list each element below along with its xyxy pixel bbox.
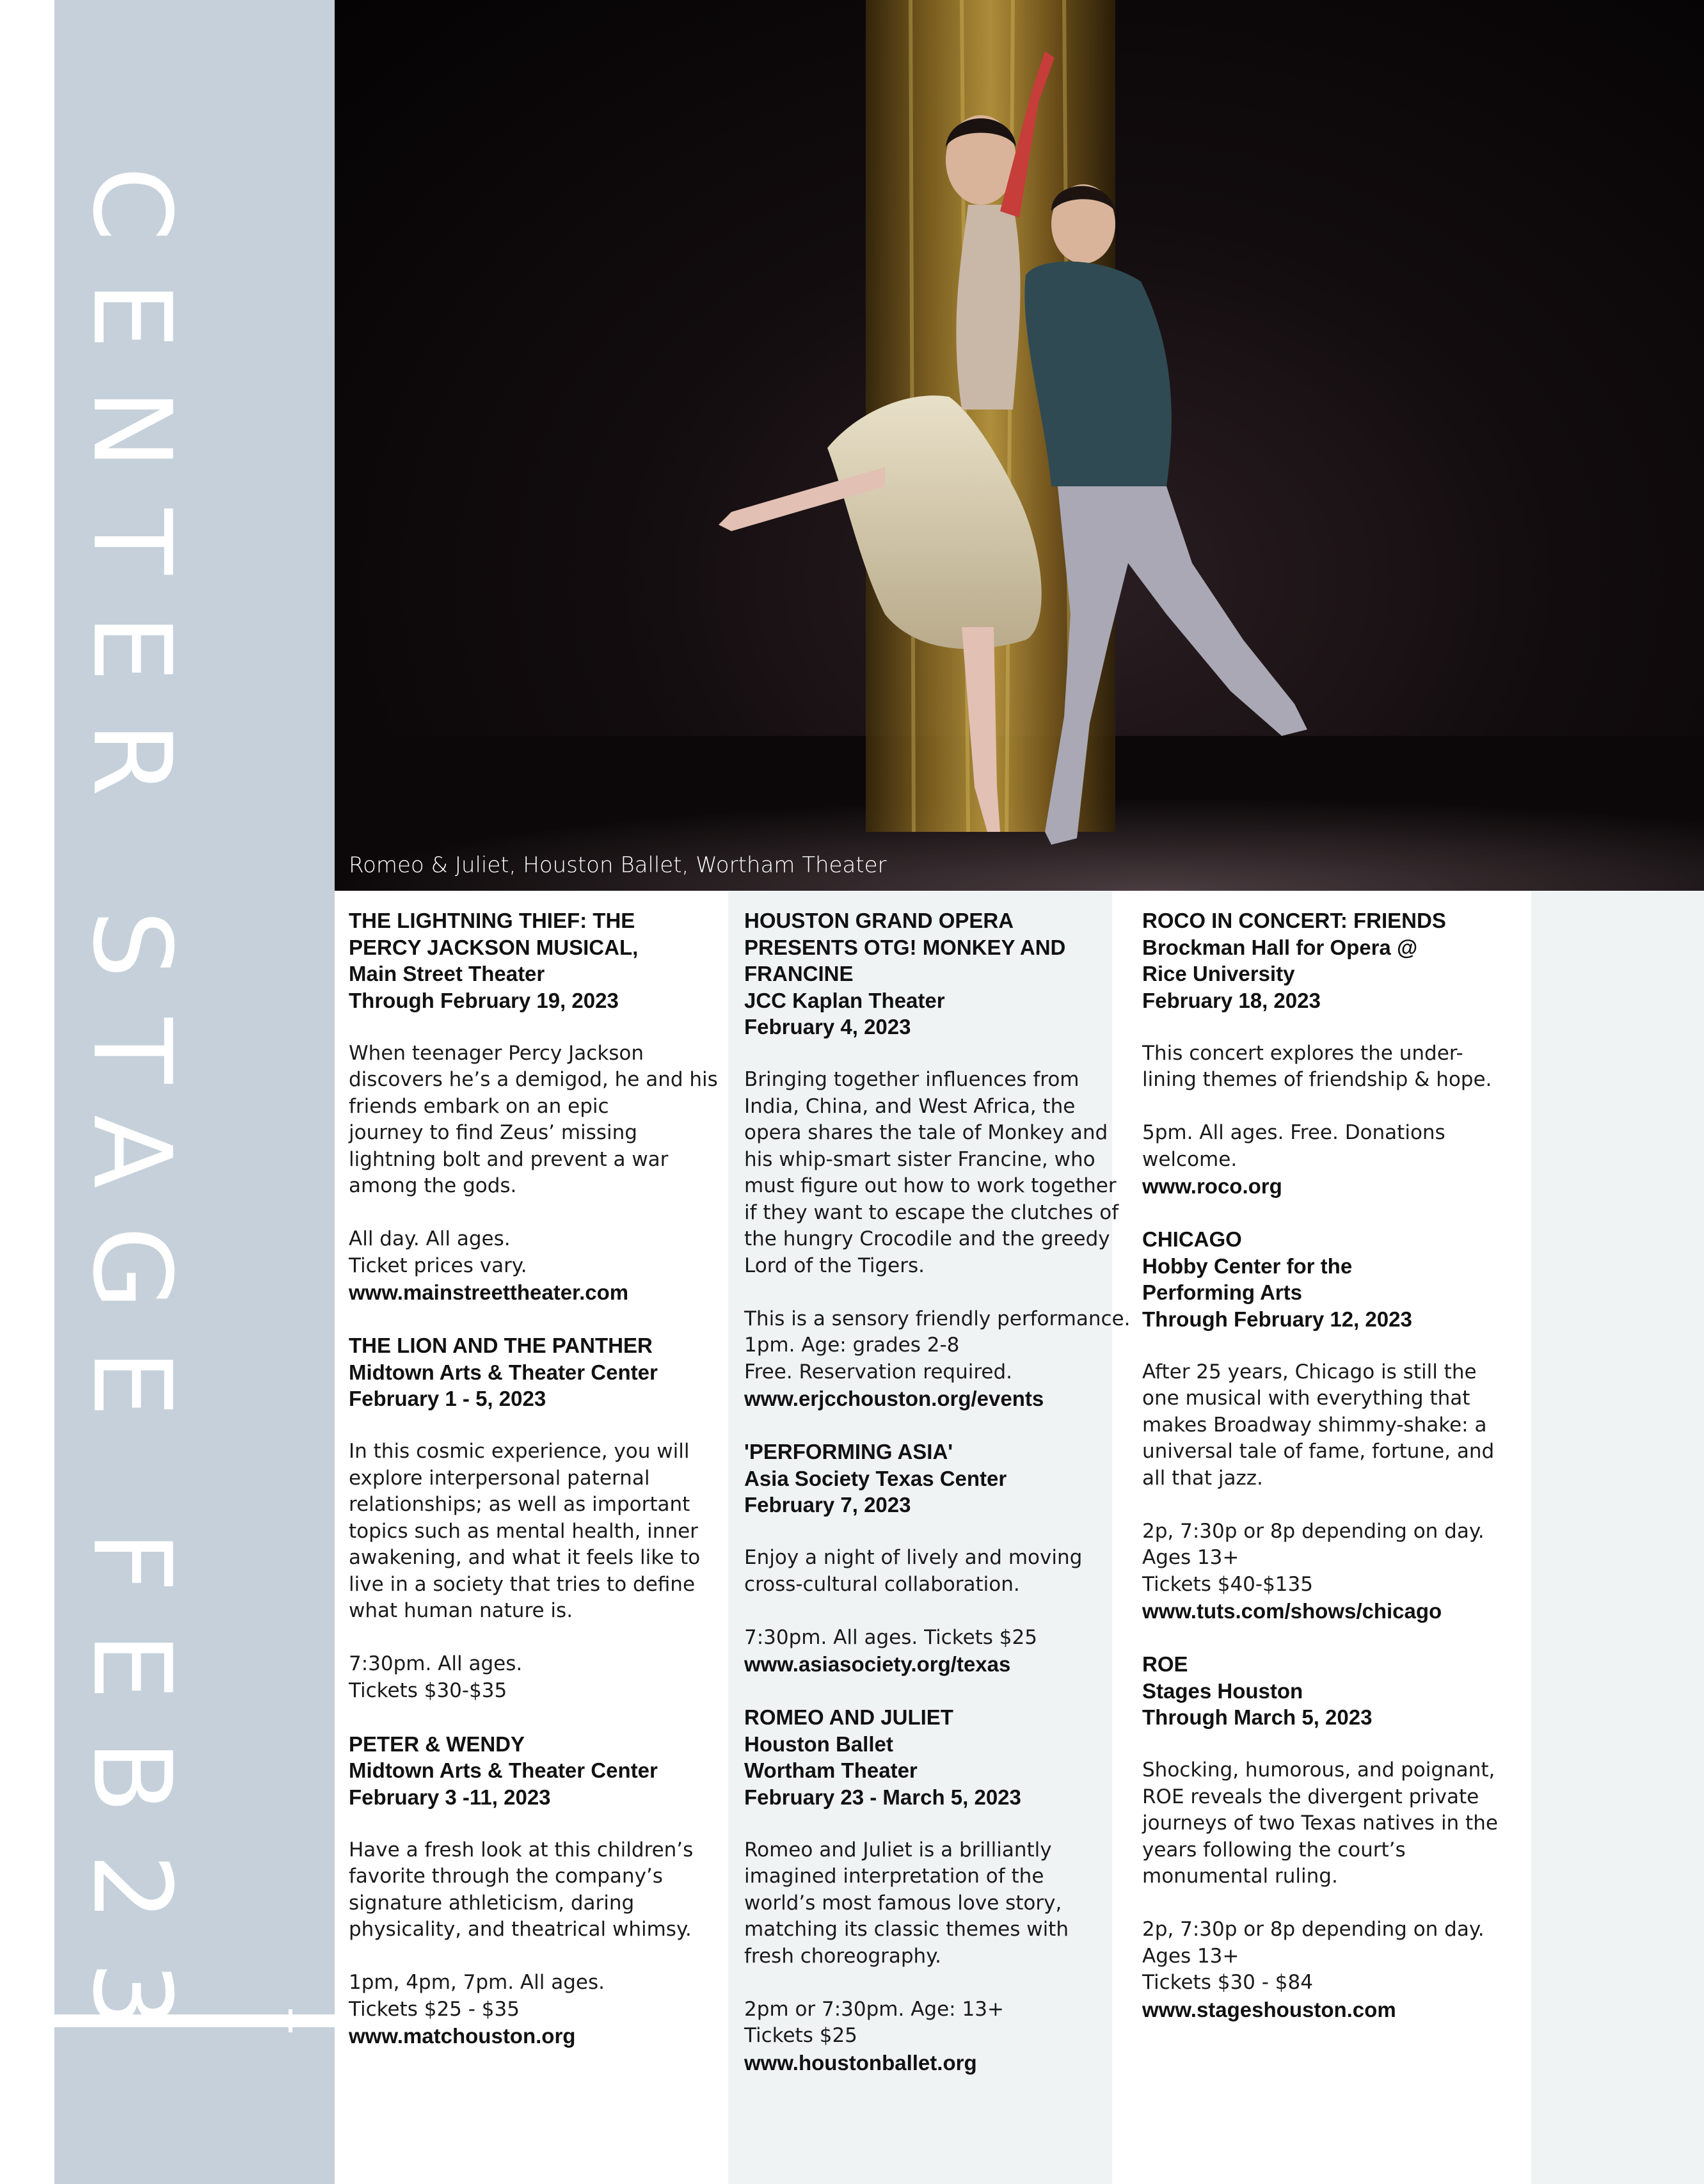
event-details-line: All day. All ages. [349, 1227, 511, 1250]
event-description-line: cross-cultural collaboration. [744, 1572, 1020, 1596]
event-details [349, 1970, 720, 2023]
event-description-line: ROE reveals the divergent private [1142, 1785, 1479, 1808]
event-description-line: journeys of two Texas natives in the [1142, 1812, 1498, 1835]
event-venue-line: Performing Arts [1142, 1280, 1302, 1304]
event-description [1142, 1040, 1513, 1094]
event-venue-line: Asia Society Texas Center [744, 1466, 1007, 1490]
event-description-line: makes Broadway shimmy-shake: a [1142, 1413, 1487, 1437]
event-description-line: Shocking, humorous, and poignant, [1142, 1758, 1495, 1781]
event-details-line: 1pm, 4pm, 7pm. All ages. [349, 1971, 605, 1994]
event-venue [1142, 1678, 1513, 1705]
events-column-1 [349, 907, 720, 2076]
event-details-line: Ages 13+ [1142, 1944, 1239, 1968]
event-listing [1142, 907, 1513, 1200]
event-description-line: live in a society that tries to define [349, 1572, 696, 1596]
event-description-line: favorite through the company’s [349, 1865, 663, 1888]
event-title [349, 1731, 720, 1758]
event-description-line: universal tale of fame, fortune, and [1142, 1440, 1495, 1463]
event-date-line: February 7, 2023 [744, 1493, 911, 1517]
event-details [349, 1651, 720, 1704]
event-venue-line: Stages Houston [1142, 1678, 1303, 1703]
event-title-line: PERCY JACKSON MUSICAL, [349, 935, 639, 959]
event-venue [349, 1359, 720, 1386]
event-description-line: When teenager Percy Jackson [349, 1041, 644, 1065]
event-description-line: years following the court’s [1142, 1838, 1406, 1861]
event-date-line: Through March 5, 2023 [1142, 1705, 1373, 1729]
event-title [1142, 1651, 1513, 1678]
event-description [1142, 1359, 1513, 1492]
event-date [1142, 1306, 1513, 1333]
event-details [1142, 1518, 1513, 1598]
event-venue [744, 1465, 1115, 1492]
event-date-line: February 23 - March 5, 2023 [744, 1785, 1021, 1809]
event-title [744, 1704, 1115, 1731]
ballet-photo [335, 0, 1704, 891]
event-description-line: After 25 years, Chicago is still the [1142, 1360, 1477, 1383]
event-details-line: Tickets $40-$135 [1142, 1572, 1313, 1596]
event-website-link[interactable]: www.matchouston.org [349, 2024, 576, 2048]
event-title [349, 1332, 720, 1359]
event-description [744, 1545, 1115, 1598]
event-details [1142, 1120, 1513, 1173]
event-venue-line: Brockman Hall for Opera @ [1142, 935, 1418, 959]
event-listing [349, 1731, 720, 2050]
event-date-line: February 4, 2023 [744, 1015, 911, 1039]
event-venue [744, 1731, 1115, 1784]
event-description-line: monumental ruling. [1142, 1865, 1338, 1888]
event-title-line: ROCO IN CONCERT: FRIENDS [1142, 909, 1446, 932]
event-description-line: one musical with everything that [1142, 1387, 1470, 1410]
event-description-line: if they want to escape the clutches of [744, 1200, 1119, 1224]
event-website-link[interactable]: www.tuts.com/shows/chicago [1142, 1599, 1442, 1623]
event-website-link[interactable]: www.mainstreettheater.com [349, 1280, 629, 1304]
event-date-line: February 3 -11, 2023 [349, 1785, 551, 1809]
event-description-line: matching its classic themes with [744, 1918, 1069, 1941]
event-title [1142, 1226, 1513, 1253]
event-title-line: FRANCINE [744, 962, 854, 985]
event-venue-line: Rice University [1142, 962, 1295, 985]
event-description-line: India, China, and West Africa, the [744, 1094, 1076, 1118]
event-description-line: signature athleticism, daring [349, 1891, 635, 1915]
event-details [349, 1226, 720, 1279]
event-description-line: world’s most famous love story, [744, 1891, 1062, 1915]
event-description-line: fresh choreography. [744, 1944, 941, 1968]
event-date-line: Through February 12, 2023 [1142, 1307, 1412, 1331]
event-details-line: 7:30pm. All ages. Tickets $25 [744, 1625, 1037, 1649]
event-description-line: physicality, and theatrical whimsy. [349, 1918, 692, 1941]
event-details-line: Free. Reservation required. [744, 1360, 1012, 1383]
event-venue-line: Midtown Arts & Theater Center [349, 1360, 658, 1384]
event-description [349, 1439, 720, 1625]
event-date [349, 987, 720, 1014]
event-venue-line: Wortham Theater [744, 1758, 918, 1782]
event-description-line: opera shares the tale of Monkey and [744, 1121, 1108, 1144]
event-venue [1142, 1253, 1513, 1306]
event-details [744, 1625, 1115, 1652]
event-description-line: Lord of the Tigers. [744, 1254, 925, 1277]
event-date [744, 1492, 1115, 1518]
event-venue [349, 960, 720, 987]
photo-caption: Romeo & Juliet, Houston Ballet, Wortham Theater [349, 852, 887, 878]
event-website-link[interactable]: www.asiasociety.org/texas [744, 1652, 1011, 1676]
event-details-line: 2p, 7:30p or 8p depending on day. [1142, 1918, 1485, 1941]
event-listing [1142, 1651, 1513, 2023]
event-description [744, 1067, 1119, 1279]
events-column-3 [1142, 907, 1513, 2050]
event-title-line: CHICAGO [1142, 1227, 1242, 1251]
event-description [349, 1040, 720, 1200]
event-details-line: Tickets $25 - $35 [349, 1997, 520, 2021]
event-details [744, 1997, 1115, 2050]
event-description-line: journey to find Zeus’ missing [349, 1121, 637, 1144]
event-date [1142, 987, 1513, 1014]
event-title-line: THE LION AND THE PANTHER [349, 1334, 653, 1357]
event-date [1142, 1704, 1513, 1731]
event-details-line: 2pm or 7:30pm. Age: 13+ [744, 1997, 1004, 2021]
event-description-line: imagined interpretation of the [744, 1865, 1044, 1888]
event-listing [1142, 1226, 1513, 1625]
event-title-line: PETER & WENDY [349, 1732, 525, 1756]
event-listing [349, 1332, 720, 1704]
event-title [744, 1439, 1115, 1465]
event-date-line: February 18, 2023 [1142, 988, 1321, 1012]
event-venue-line: Midtown Arts & Theater Center [349, 1758, 658, 1782]
event-details-line: 2p, 7:30p or 8p depending on day. [1142, 1519, 1485, 1543]
event-description-line: must figure out how to work together [744, 1174, 1117, 1197]
event-details-line: Tickets $25 [744, 2024, 857, 2047]
event-venue-line: Main Street Theater [349, 962, 545, 985]
event-listing [744, 1439, 1115, 1678]
event-title-line: ROMEO AND JULIET [744, 1705, 953, 1729]
event-description-line: friends embark on an epic [349, 1094, 609, 1118]
event-description-line: This concert explores the under- [1142, 1041, 1463, 1065]
events-column-2 [744, 907, 1131, 2103]
event-details-line: Tickets $30-$35 [349, 1678, 507, 1702]
event-date [744, 1784, 1115, 1811]
event-description-line: discovers he’s a demigod, he and his [349, 1068, 718, 1091]
event-details-line: Ticket prices vary. [349, 1254, 527, 1277]
event-title-line: HOUSTON GRAND OPERA [744, 909, 1014, 932]
event-listing [744, 907, 1131, 1412]
event-date-line: February 1 - 5, 2023 [349, 1387, 546, 1410]
event-title-line: THE LIGHTNING THIEF: THE [349, 909, 635, 932]
event-details [744, 1306, 1131, 1386]
event-title [744, 907, 1115, 987]
event-title-line: 'PERFORMING ASIA' [744, 1440, 953, 1463]
sidebar-divider-notch [289, 2009, 292, 2032]
event-description-line: all that jazz. [1142, 1466, 1263, 1490]
event-date [349, 1385, 720, 1412]
event-website-link[interactable]: www.erjcchouston.org/events [744, 1387, 1044, 1410]
event-venue-line: Hobby Center for the [1142, 1254, 1353, 1278]
event-venue-line: JCC Kaplan Theater [744, 988, 945, 1012]
event-date [744, 1014, 1115, 1040]
event-description-line: among the gods. [349, 1174, 517, 1197]
event-title-line: PRESENTS OTG! MONKEY AND [744, 935, 1066, 959]
event-website-link[interactable]: www.houstonballet.org [744, 2050, 977, 2075]
event-website-link[interactable]: www.roco.org [1142, 1174, 1282, 1198]
event-website-link[interactable]: www.stageshouston.com [1142, 1997, 1396, 2021]
event-listing [744, 1704, 1115, 2076]
event-date-line: Through February 19, 2023 [349, 988, 619, 1012]
event-description [1142, 1757, 1513, 1890]
event-description-line: Enjoy a night of lively and moving [744, 1546, 1083, 1569]
event-description-line: explore interpersonal paternal [349, 1466, 650, 1490]
event-description-line: lightning bolt and prevent a war [349, 1147, 669, 1171]
section-title: CENTER STAGE FEB23 [69, 166, 195, 2069]
event-venue [1142, 934, 1513, 987]
event-venue-line: Houston Ballet [744, 1732, 893, 1756]
event-description-line: what human nature is. [349, 1599, 573, 1622]
event-title [349, 907, 720, 960]
right-margin-background [1531, 891, 1704, 2184]
event-description-line: awakening, and what it feels like to [349, 1546, 701, 1569]
event-description-line: Have a fresh look at this children’s [349, 1838, 694, 1861]
event-description-line: In this cosmic experience, you will [349, 1440, 690, 1463]
event-venue [744, 987, 1115, 1014]
event-description-line: Romeo and Juliet is a brilliantly [744, 1838, 1052, 1861]
event-title-line: ROE [1142, 1652, 1188, 1676]
event-description-line: relationships; as well as important [349, 1493, 690, 1516]
event-listing [349, 907, 720, 1306]
event-details-line: welcome. [1142, 1147, 1238, 1171]
event-description-line: the hungry Crocodile and the greedy [744, 1227, 1110, 1250]
event-description [349, 1837, 720, 1943]
event-description [744, 1837, 1115, 1970]
event-description-line: lining themes of friendship & hope. [1142, 1068, 1492, 1091]
event-details [1142, 1917, 1513, 1997]
event-details-line: This is a sensory friendly performance. [744, 1307, 1131, 1330]
event-details-line: 7:30pm. All ages. [349, 1652, 523, 1675]
event-venue [349, 1757, 720, 1784]
event-date [349, 1784, 720, 1811]
event-description-line: topics such as mental health, inner [349, 1519, 698, 1543]
event-details-line: 5pm. All ages. Free. Donations [1142, 1121, 1445, 1144]
event-details-line: 1pm. Age: grades 2-8 [744, 1334, 960, 1357]
event-details-line: Ages 13+ [1142, 1546, 1239, 1569]
event-details-line: Tickets $30 - $84 [1142, 1971, 1313, 1994]
event-description-line: his whip-smart sister Francine, who [744, 1147, 1095, 1171]
event-title [1142, 907, 1513, 934]
event-description-line: Bringing together influences from [744, 1068, 1079, 1091]
